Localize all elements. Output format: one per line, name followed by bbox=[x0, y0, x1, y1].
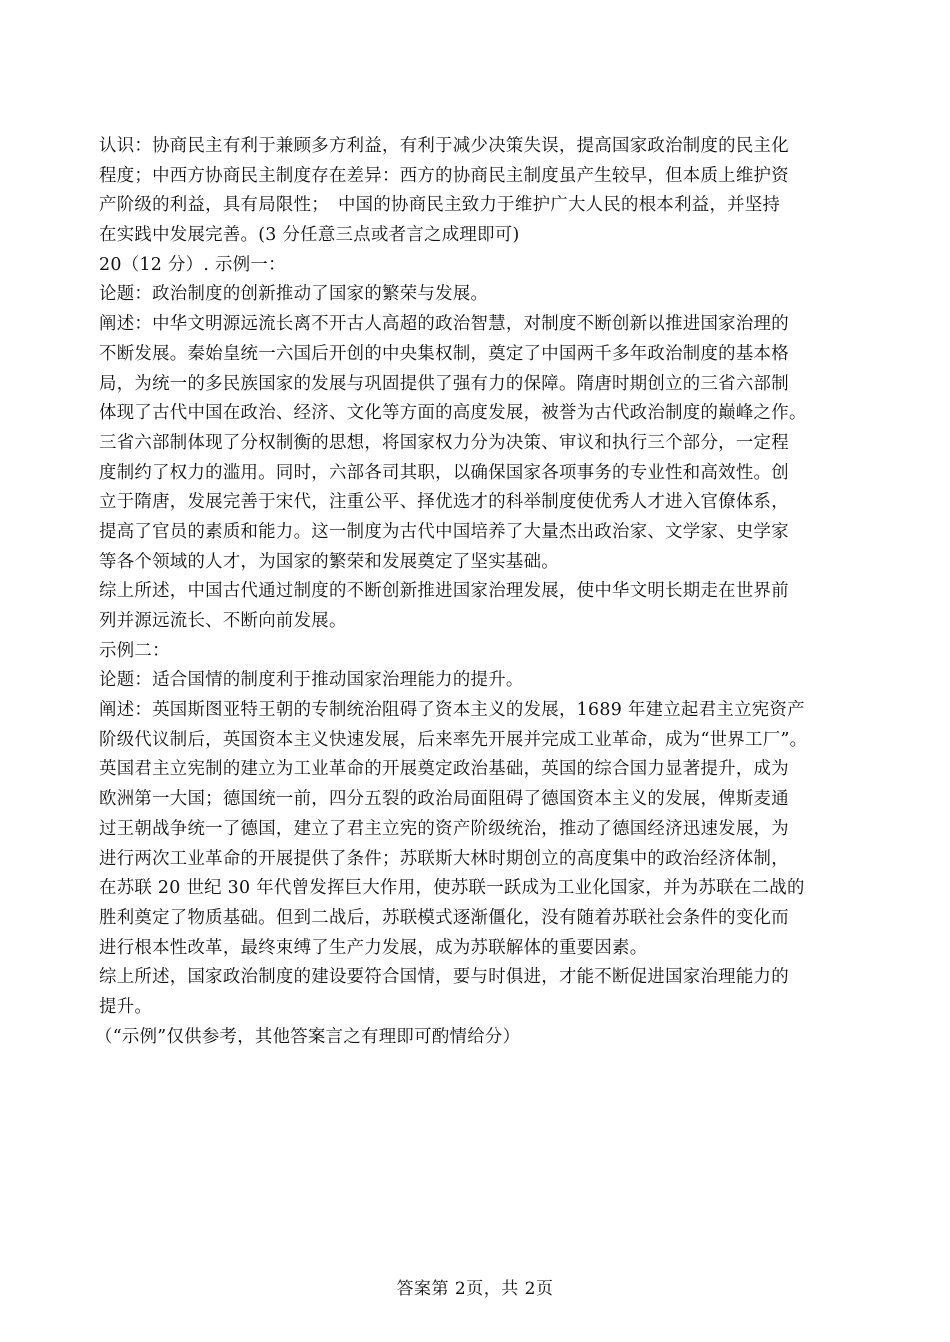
text-line: 提升。 bbox=[99, 996, 153, 1017]
text-line: 等各个领域的人才，为国家的繁荣和发展奠定了坚实基础。 bbox=[99, 551, 559, 572]
text-line: 体现了古代中国在政治、经济、文化等方面的高度发展，被誉为古代政治制度的巅峰之作。 bbox=[99, 403, 807, 424]
page-footer: 答案第 2页，共 2页 bbox=[396, 1279, 554, 1299]
example-1-thesis: 论题：政治制度的创新推动了国家的繁荣与发展。 bbox=[99, 284, 489, 305]
example-2-thesis: 论题：适合国情的制度利于推动国家治理能力的提升。 bbox=[99, 670, 524, 691]
text-line: 过王朝战争统一了德国，建立了君主立宪的资产阶级统治，推动了德国经济迅速发展，为 bbox=[99, 818, 789, 839]
text-line: 综上所述，中国古代通过制度的不断创新推进国家治理发展，使中华文明长期走在世界前 bbox=[99, 581, 789, 602]
text-line: 三省六部制体现了分权制衡的思想，将国家权力分为决策、审议和执行三个部分，一定程 bbox=[99, 432, 789, 453]
grading-note: （“示例”仅供参考，其他答案言之有理即可酌情给分） bbox=[95, 1026, 521, 1047]
text-line: 胜利奠定了物质基础。但到二战后，苏联模式逐渐僵化，没有随着苏联社会条件的变化而 bbox=[99, 907, 789, 928]
question-20-heading: 20（12 分）. 示例一： bbox=[99, 254, 286, 275]
answer-text-body bbox=[95, 132, 857, 1052]
text-line: 综上所述，国家政治制度的建设要符合国情，要与时俱进，才能不断促进国家治理能力的 bbox=[99, 967, 789, 988]
text-line: 产阶级的利益，具有局限性； 中国的协商民主致力于维护广大人民的根本利益，并坚持 bbox=[99, 195, 781, 216]
text-line: 认识：协商民主有利于兼顾多方利益，有利于减少决策失误，提高国家政治制度的民主化 bbox=[99, 136, 789, 156]
text-line: 进行根本性改革，最终束缚了生产力发展，成为苏联解体的重要因素。 bbox=[99, 937, 648, 958]
text-line: 局，为统一的多民族国家的发展与巩固提供了强有力的保障。隋唐时期创立的三省六部制 bbox=[99, 373, 789, 394]
text-line: 阶级代议制后，英国资本主义快速发展，后来率先开展并完成工业革命，成为“世界工厂”。 bbox=[99, 729, 808, 750]
text-line: 程度；中西方协商民主制度存在差异：西方的协商民主制度虽产生较早，但本质上维护资 bbox=[99, 165, 789, 186]
example-2-heading: 示例二： bbox=[99, 640, 170, 661]
text-line: 立于隋唐，发展完善于宋代，注重公平、择优选才的科举制度使优秀人才进入官僚体系， bbox=[99, 492, 789, 513]
text-line: 度制约了权力的滥用。同时，六部各司其职，以确保国家各项事务的专业性和高效性。创 bbox=[99, 462, 789, 483]
text-line: 英国君主立宪制的建立为工业革命的开展奠定政治基础，英国的综合国力显著提升，成为 bbox=[99, 759, 789, 780]
text-line: 列并源远流长、不断向前发展。 bbox=[99, 611, 347, 631]
text-line: 不断发展。秦始皇统一六国后开创的中央集权制，奠定了中国两千多年政治制度的基本格 bbox=[99, 343, 789, 364]
text-line: 阐述：英国斯图亚特王朝的专制统治阻碍了资本主义的发展，1689 年建立起君主立宪资产 bbox=[99, 700, 805, 721]
text-line: 进行两次工业革命的开展提供了条件；苏联斯大林时期创立的高度集中的政治经济体制， bbox=[99, 848, 789, 869]
text-line: 阐述：中华文明源远流长离不开古人高超的政治智慧，对制度不断创新以推进国家治理的 bbox=[99, 314, 789, 335]
text-line: 在苏联 20 世纪 30 年代曾发挥巨大作用，使苏联一跃成为工业化国家，并为苏联在二战的 bbox=[99, 878, 805, 899]
text-line: 提高了官员的素质和能力。这一制度为古代中国培养了大量杰出政治家、文学家、史学家 bbox=[99, 521, 789, 542]
text-line: 欧洲第一大国；德国统一前，四分五裂的政治局面阻碍了德国资本主义的发展，俾斯麦通 bbox=[99, 789, 789, 810]
text-line: 在实践中发展完善。(3 分任意三点或者言之成理即可) bbox=[99, 225, 520, 246]
